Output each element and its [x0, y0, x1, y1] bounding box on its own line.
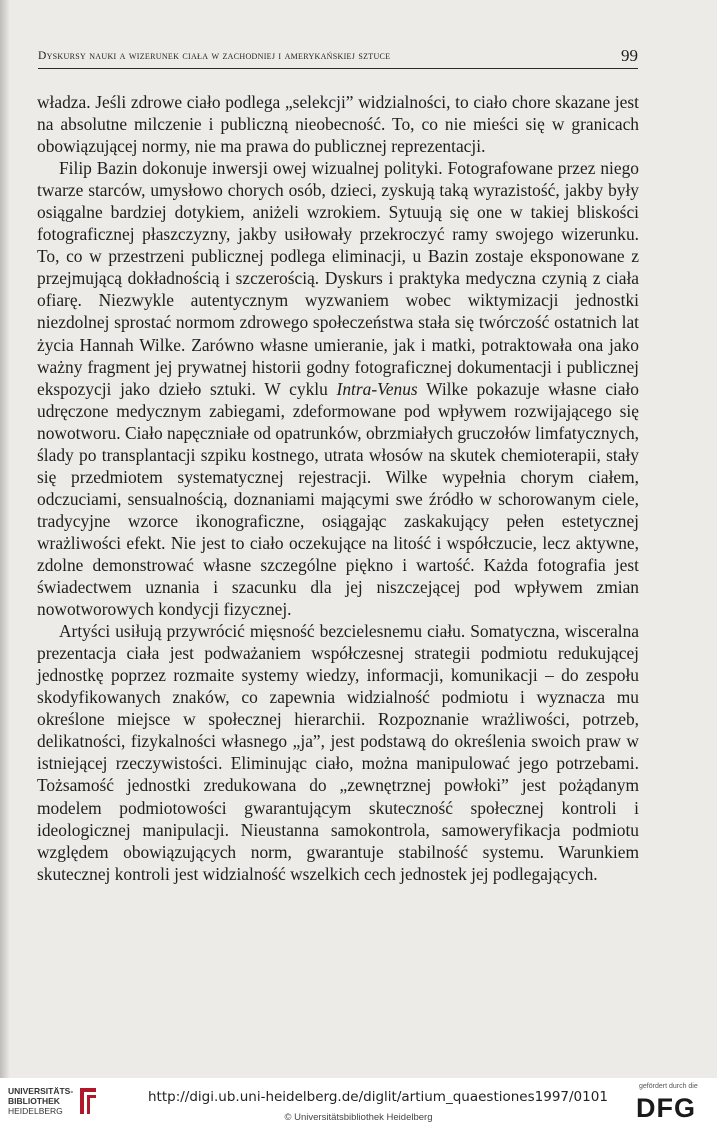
logo-line-1: UNIVERSITÄTS- [8, 1086, 74, 1096]
digital-copy-link[interactable]: http://digi.ub.uni-heidelberg.de/diglit/artium_quaestiones1997/0101 [148, 1089, 608, 1105]
logo-line-2: BIBLIOTHEK [8, 1096, 60, 1106]
paragraph-2 [37, 157, 639, 620]
work-title: Intra-Venus [336, 378, 418, 399]
funding-note: gefördert durch die [639, 1083, 698, 1090]
paragraph-1: władza. Jeśli zdrowe ciało podlega „selekcji” widzialności, to ciało chore skazane jest na absolutne milczenie i publiczną nieobecność. To, co nie mieści się w granicach obowiązującej normy, nie ma prawa do publicznej reprezentacji. [37, 92, 639, 157]
body-text [37, 91, 639, 885]
copyright-notice: © Universitätsbibliothek Heidelberg [284, 1112, 433, 1123]
footer [0, 1078, 717, 1130]
page-gutter-shadow [0, 0, 10, 1078]
page-header [38, 48, 638, 69]
running-head: Dyskursy nauki a wizerunek ciała w zachodniej i amerykańskiej sztuce [38, 50, 391, 62]
page-number: 99 [621, 46, 638, 65]
logo-line-3: HEIDELBERG [8, 1106, 63, 1116]
paragraph-3: Artyści usiłują przywrócić mięsność bezcielesnemu ciału. Somatyczna, wisceralna prezentacja ciała jest podważaniem współczesnej strategii podmiotu redukującej jednostkę poprzez rozmaite systemy wiedzy, informacji, komunikacji – do zespołu skodyfikowanych znaków, co zapewnia widzialność podmiotu i wyznacza mu określone miejsce w społecznej hierarchii. Rozpoznanie wrażliwości, potrzeb, delikatności, fizykalności własnego „ja”, jest podstawą do określenia swoich praw w istniejącej rzeczywistości. Eliminując ciało, można manipulować jego potrzebami. Tożsamość jednostki zredukowana do „zewnętrznej powłoki” jest pożądanym modelem podmiotowości gwarantującym skuteczność społecznej kontroli i ideologicznej manipulacji. Nieustanna samokontrola, samoweryfikacja podmiotu względem obowiązujących norm, gwarantuje stabilność systemu. Warunkiem skutecznej kontroli jest widzialność wszelkich cech jednostek jej podlegających. [37, 621, 639, 884]
paragraph-2-text: Filip Bazin dokonuje inwersji owej wizualnej polityki. Fotografowane przez niego twarze starców, umysłowo chorych osób, dzieci, zyskują taką wyrazistość, jakby były osiągalne bardziej dotykiem, aniżeli wzrokiem. Sytuują się one w takiej bliskości fotograficznej płaszczyzny, jakby usiłowały przekroczyć ramy swojego wizerunku. To, co w przestrzeni publicznej podlega eliminacji, u Bazin zostaje eksponowane z przejmującą dokładnością i szczerością. Dyskurs i praktyka medyczna czynią z ciała ofiarę. Niezwykle autentycznym wyzwaniem wobec wiktymizacji jednostki niezdolnej sprostać normom zdrowego społeczeństwa stała się twórczość ostatnich lat życia Hannah Wilke. Zarówno własne umieranie, jak i matki, potraktowała ona jako ważny fragment jej prywatnej historii godny fotograficznej dokumentacji i publicznej ekspozycji jako dzieło sztuki. W cyklu [37, 158, 639, 399]
paragraph-2-tail: Wilke pokazuje własne ciało udręczone medycznym zabiegami, zdeformowane pod wpływem rozwijającego się nowotworu. Ciało napęczniałe od opatrunków, obrzmiałych gruczołów limfatycznych, ślady po transplantacji szpiku kostnego, utrata włosów na skutek chemioterapii, stały się przedmiotem systematycznej rejestracji. Wilke wypełnia chorym ciałem, odczuciami, sensualnością, doznaniami mającymi swe źródło w schorowanym ciele, tradycyjne wzorce ikonograficzne, osiągając zaskakujący pełen estetycznej wrażliwości efekt. Nie jest to ciało oczekujące na litość i współczucie, lecz aktywne, zdolne demonstrować własne szczególne piękno i wartość. Każda fotografia jest świadectwem uznania i szacunku dla jej niszczejącej pod wpływem zmian nowotworowych kondycji fizycznej. [37, 378, 639, 620]
dfg-logo: DFG [636, 1093, 696, 1123]
